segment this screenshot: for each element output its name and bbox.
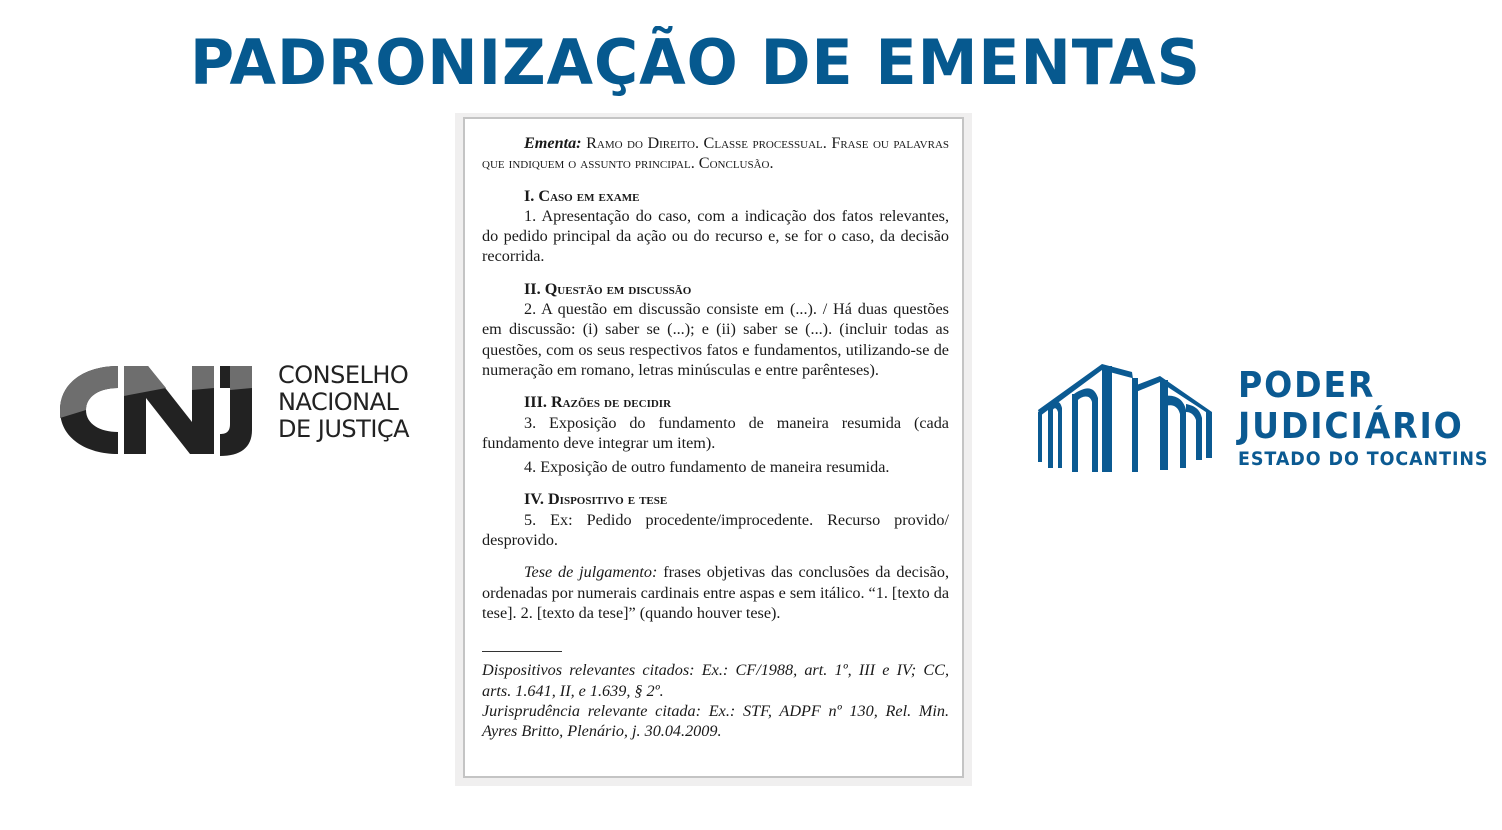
tj-line-judiciario: JUDICIÁRIO (1238, 406, 1464, 447)
section-heading-razoes: III. Razões de decidir (524, 393, 672, 412)
cnj-logo-text (278, 362, 409, 443)
section-heading-questao: II. Questão em discussão (524, 279, 692, 298)
ementa-text: Ramo do Direito. Classe processual. Frase ou palavras que indiquem o assunto principal. Conclusão. (482, 134, 950, 173)
footnote-dispositivos: Dispositivos relevantes citados: Ex.: CF/1988, art. 1º, III e IV; CC, arts. 1.641, II, e 1.639, § 2º. (482, 661, 949, 700)
section-heading-caso: I. Caso em exame (524, 186, 640, 205)
section-paragraph: 4. Exposição de outro fundamento de maneira resumida. (524, 458, 890, 477)
building-columns-icon (1036, 356, 1216, 474)
section-paragraph: 2. A questão em discussão consiste em (...). / Há duas questões em discussão: (i) saber se (...); e (ii) saber se (...). (incluir todas as questões, com os seus respectivos fatos e fundamentos, utilizando-se de numeração em romano, letras minúsculas e entre parênteses). (482, 300, 949, 379)
section-heading-dispositivo: IV. Dispositivo e tese (524, 490, 668, 509)
cnj-line-2: NACIONAL (278, 388, 399, 416)
ementa-template-card (455, 113, 972, 786)
section-paragraph: 1. Apresentação do caso, com a indicação dos fatos relevantes, do pedido principal da ação ou do recurso e, se for o caso, da decisão recorrida. (482, 206, 949, 266)
cnj-line-3: DE JUSTIÇA (278, 415, 410, 443)
ementa-intro (482, 133, 949, 174)
tj-logo-text (1238, 366, 1502, 470)
section-paragraph: 5. Ex: Pedido procedente/improcedente. Recurso provido/ desprovido. (482, 510, 949, 550)
tj-line-estado: ESTADO DO TOCANTINS (1238, 448, 1489, 470)
tese-label: Tese de julgamento: (524, 563, 658, 582)
ementa-label: Ementa: (524, 134, 582, 152)
page-title: PADRONIZAÇÃO DE EMENTAS (190, 26, 1201, 99)
tese-text: frases objetivas das conclusões da decisão, ordenadas por numerais cardinais entre aspas e sem itálico. “1. [texto da tese]. 2. [texto da tese]” (quando houver tese). (482, 563, 950, 622)
tj-line-poder: PODER (1238, 365, 1376, 406)
cnj-line-1: CONSELHO (278, 361, 409, 389)
ementa-document-body (482, 133, 949, 741)
footnote-divider (482, 651, 562, 652)
ementa-document-page (463, 117, 964, 778)
tese-paragraph (482, 562, 949, 623)
footnote-jurisprudencia: Jurisprudência relevante citada: Ex.: STF, ADPF nº 130, Rel. Min. Ayres Britto, Plenário, j. 30.04.2009. (482, 701, 949, 741)
section-paragraph: 3. Exposição do fundamento de maneira resumida (cada fundamento deve integrar um item). (482, 413, 949, 452)
cnj-logo-mark-icon (56, 360, 256, 460)
